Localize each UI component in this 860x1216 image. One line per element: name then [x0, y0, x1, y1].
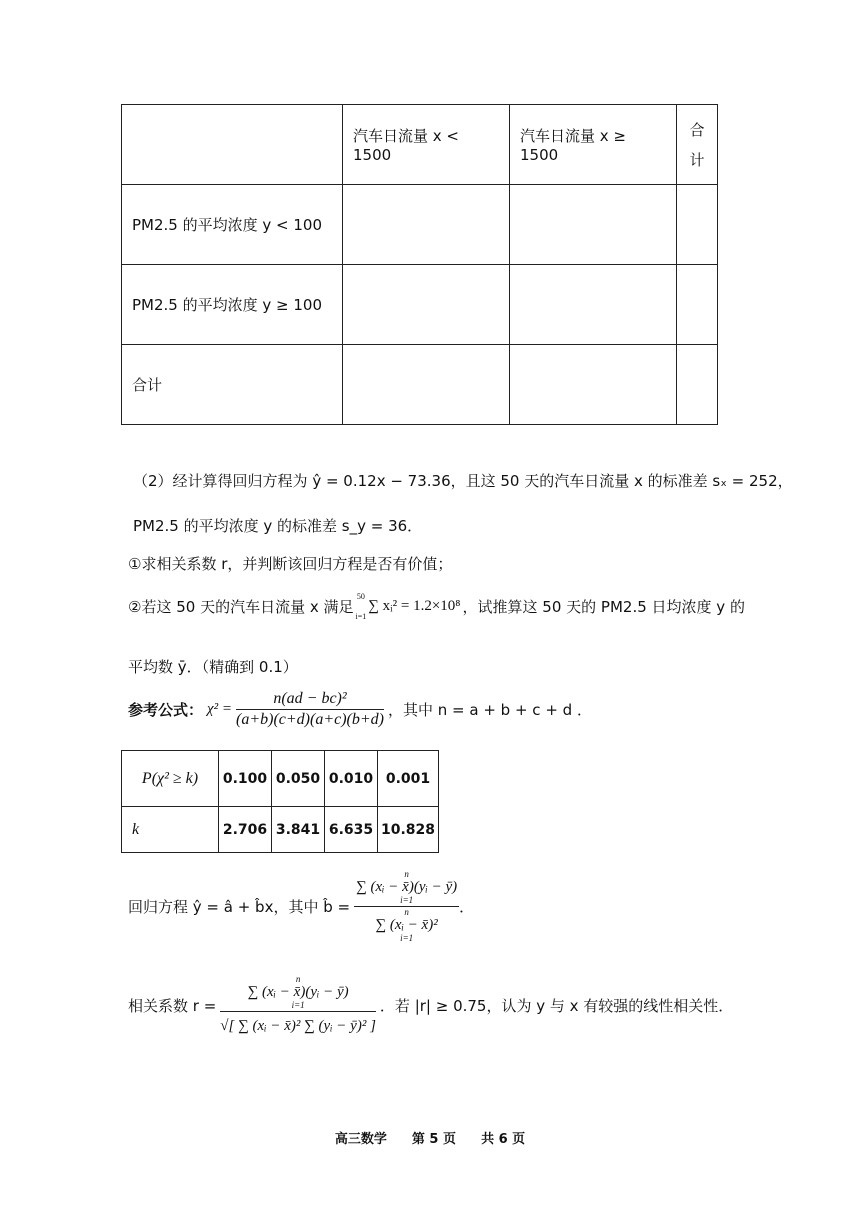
regression-denominator: n ∑ (xᵢ − x̄)² i=1 [375, 907, 438, 943]
col-header-total: 合 计 [677, 105, 718, 185]
col-header-low-flow: 汽车日流量 x < 1500 [343, 105, 510, 185]
part2-line2: PM2.5 的平均浓度 y 的标准差 s_y = 36． [133, 517, 423, 535]
prob-value: 0.001 [378, 751, 439, 807]
regression-formula [128, 870, 474, 943]
chi-lhs: χ² = [207, 701, 232, 717]
k-label: k [122, 807, 219, 853]
prob-header-label: P(χ² ≥ k) [122, 751, 219, 807]
table-cell [343, 345, 510, 425]
table-cell [677, 265, 718, 345]
k-value: 3.841 [272, 807, 325, 853]
question-2-text-a: ②若这 50 天的汽车日流量 x 满足 [128, 598, 354, 616]
correlation-numerator: n ∑ (xᵢ − x̄)(yᵢ − ȳ) i=1 [220, 975, 376, 1012]
contingency-table [121, 104, 718, 425]
footer-page: 第 5 页 [411, 1132, 456, 1147]
table-cell [510, 345, 677, 425]
question-2-line2: 平均数 ȳ．（精确到 0.1） [128, 658, 298, 676]
sum-squares-value: ∑ xᵢ² = 1.2×10⁸ [368, 598, 461, 614]
sum-limits: 50 i=1 [355, 592, 367, 621]
correlation-fraction [220, 975, 376, 1035]
k-value: 2.706 [219, 807, 272, 853]
regression-label: 回归方程 ŷ = â + b̂x，其中 b̂ = [128, 898, 351, 916]
sum-squares-expression [356, 592, 461, 621]
row-label-pm-high: PM2.5 的平均浓度 y ≥ 100 [122, 265, 343, 345]
correlation-label: 相关系数 r = [128, 996, 217, 1015]
correlation-formula [128, 975, 733, 1035]
chi-denominator: (a+b)(c+d)(a+c)(b+d) [235, 711, 384, 728]
regression-period: ． [459, 898, 475, 916]
footer-subject: 高三数学 [334, 1132, 387, 1147]
footer-total: 共 6 页 [481, 1132, 526, 1147]
critical-value-table [121, 750, 439, 853]
col-header-high-flow: 汽车日流量 x ≥ 1500 [510, 105, 677, 185]
table-cell [343, 265, 510, 345]
correlation-tail: ．若 |r| ≥ 0.75，认为 y 与 x 有较强的线性相关性． [379, 996, 734, 1015]
table-cell [510, 265, 677, 345]
table-cell [510, 185, 677, 265]
correlation-denominator: √[ ∑ (xᵢ − x̄)² ∑ (yᵢ − ȳ)² ] [220, 1018, 376, 1034]
table-corner-cell [122, 105, 343, 185]
table-cell [677, 185, 718, 265]
chi-numerator: n(ad − bc)² [236, 690, 384, 710]
page-footer [0, 1128, 860, 1147]
regression-fraction [354, 870, 459, 943]
chi-fraction [236, 690, 384, 729]
prob-value: 0.050 [272, 751, 325, 807]
question-2-line1 [128, 592, 745, 621]
prob-value: 0.010 [325, 751, 378, 807]
reference-label: 参考公式： [128, 701, 204, 719]
question-2-text-b: ，试推算这 50 天的 PM2.5 日均浓度 y 的 [462, 598, 745, 616]
row-label-total: 合计 [122, 345, 343, 425]
prob-value: 0.100 [219, 751, 272, 807]
part2-line1: （2）经计算得回归方程为 ŷ = 0.12x − 73.36，且这 50 天的汽车日流量 x 的标准差 sₓ = 252， [133, 472, 793, 490]
question-1: ①求相关系数 r，并判断该回归方程是否有价值； [128, 555, 453, 573]
chi-where: ，其中 n = a + b + c + d ． [388, 701, 592, 719]
regression-numerator: n ∑ (xᵢ − x̄)(yᵢ − ȳ) i=1 [356, 869, 458, 905]
table-cell [677, 345, 718, 425]
chi-square-formula [128, 690, 592, 729]
k-value: 10.828 [378, 807, 439, 853]
k-value: 6.635 [325, 807, 378, 853]
row-label-pm-low: PM2.5 的平均浓度 y < 100 [122, 185, 343, 265]
table-cell [343, 185, 510, 265]
